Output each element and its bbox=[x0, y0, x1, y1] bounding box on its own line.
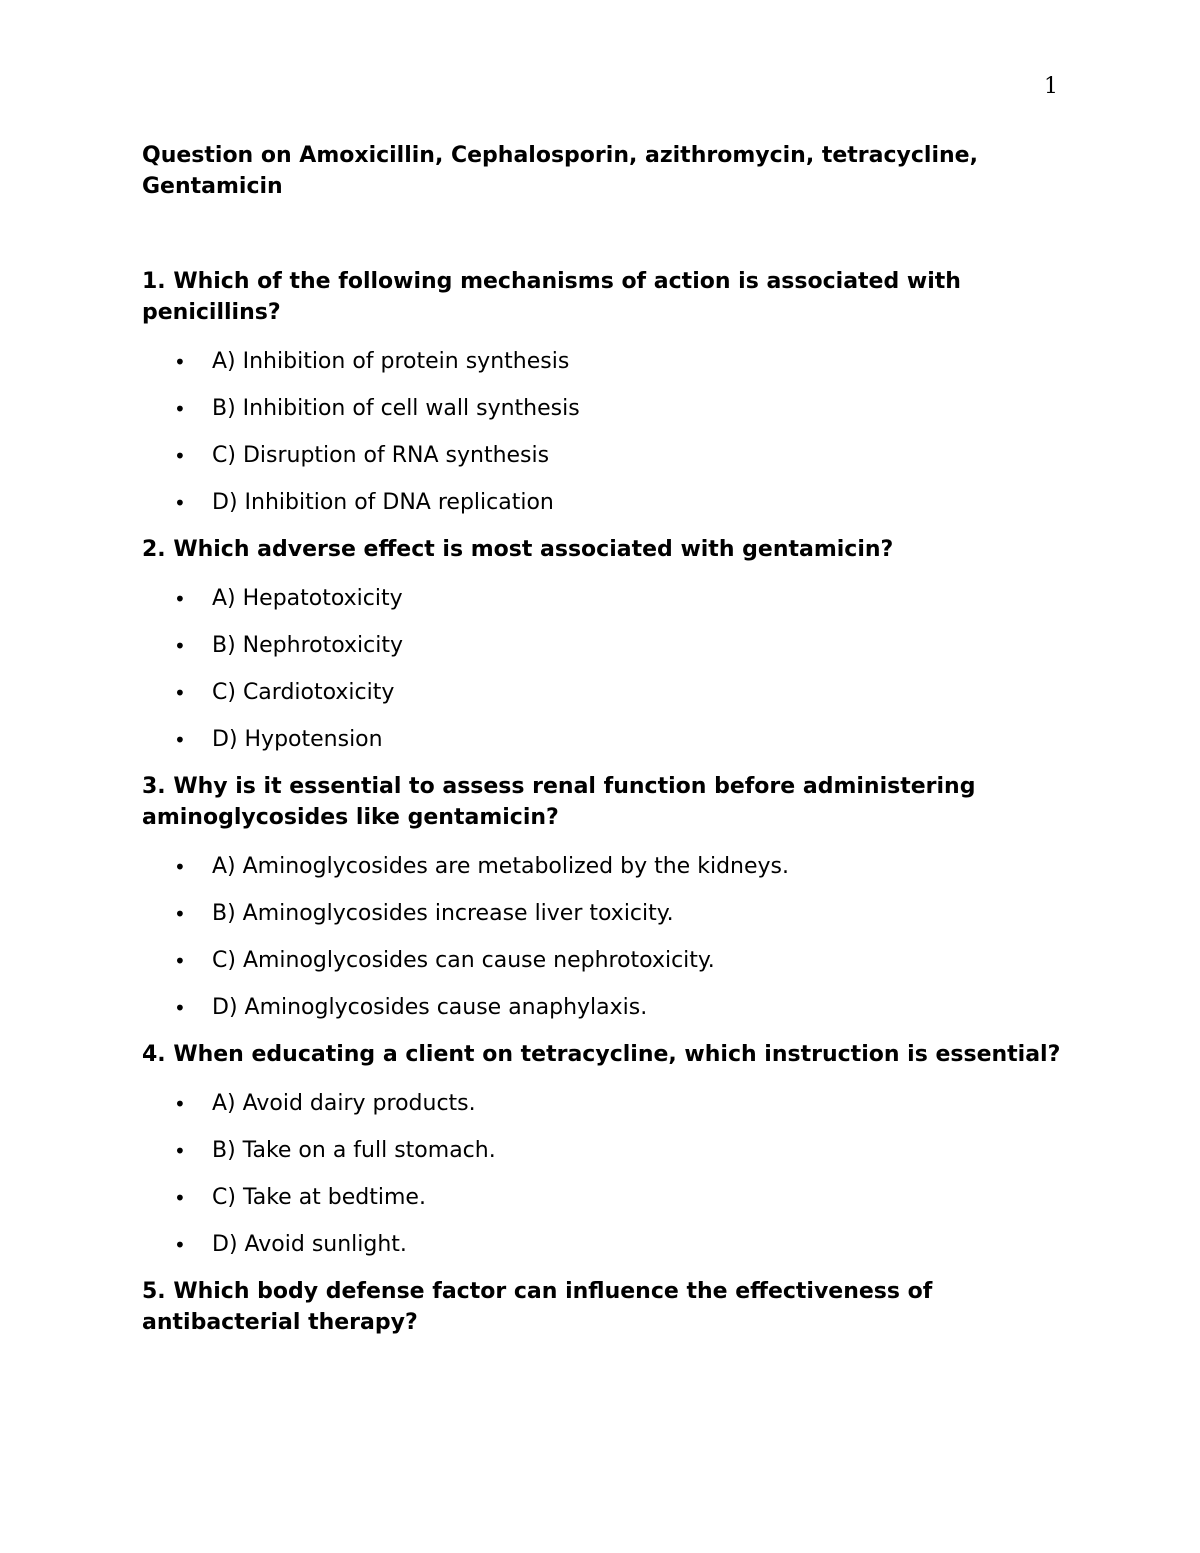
option-item bbox=[142, 727, 1062, 753]
option-item bbox=[142, 995, 1062, 1021]
bullet-icon: • bbox=[174, 1186, 186, 1210]
option-label: A) Inhibition of protein synthesis bbox=[212, 349, 570, 374]
option-label: D) Hypotension bbox=[212, 727, 383, 752]
option-item bbox=[142, 1185, 1062, 1211]
document-body bbox=[142, 140, 1062, 1338]
question-text: 5. Which body defense factor can influence the effectiveness of antibacterial therapy? bbox=[142, 1279, 933, 1335]
option-list bbox=[142, 586, 1062, 753]
question-text: 2. Which adverse effect is most associated with gentamicin? bbox=[142, 537, 894, 562]
option-item bbox=[142, 948, 1062, 974]
option-item bbox=[142, 633, 1062, 659]
bullet-icon: • bbox=[174, 1233, 186, 1257]
question-4 bbox=[142, 1039, 1062, 1258]
option-item bbox=[142, 1091, 1062, 1117]
document-title: Question on Amoxicillin, Cephalosporin, azithromycin, tetracycline, Gentamicin bbox=[142, 143, 978, 199]
bullet-icon: • bbox=[174, 902, 186, 926]
option-label: A) Aminoglycosides are metabolized by the kidneys. bbox=[212, 854, 789, 879]
option-item bbox=[142, 349, 1062, 375]
option-item bbox=[142, 1138, 1062, 1164]
option-item bbox=[142, 396, 1062, 422]
option-item bbox=[142, 854, 1062, 880]
bullet-icon: • bbox=[174, 444, 186, 468]
bullet-icon: • bbox=[174, 1139, 186, 1163]
bullet-icon: • bbox=[174, 1092, 186, 1116]
option-item bbox=[142, 680, 1062, 706]
option-list bbox=[142, 854, 1062, 1021]
question-5 bbox=[142, 1276, 1062, 1338]
option-label: C) Aminoglycosides can cause nephrotoxicity. bbox=[212, 948, 715, 973]
option-label: B) Take on a full stomach. bbox=[212, 1138, 496, 1163]
question-1 bbox=[142, 266, 1062, 516]
question-3 bbox=[142, 771, 1062, 1021]
option-label: A) Hepatotoxicity bbox=[212, 586, 403, 611]
question-2 bbox=[142, 534, 1062, 753]
option-item bbox=[142, 443, 1062, 469]
option-list bbox=[142, 1091, 1062, 1258]
option-label: C) Cardiotoxicity bbox=[212, 680, 395, 705]
bullet-icon: • bbox=[174, 634, 186, 658]
bullet-icon: • bbox=[174, 491, 186, 515]
option-item bbox=[142, 901, 1062, 927]
page-number: 1 bbox=[1044, 74, 1058, 99]
option-label: D) Aminoglycosides cause anaphylaxis. bbox=[212, 995, 648, 1020]
bullet-icon: • bbox=[174, 728, 186, 752]
bullet-icon: • bbox=[174, 949, 186, 973]
bullet-icon: • bbox=[174, 855, 186, 879]
option-item bbox=[142, 1232, 1062, 1258]
bullet-icon: • bbox=[174, 587, 186, 611]
question-text: 3. Why is it essential to assess renal function before administering aminoglycosides like gentamicin? bbox=[142, 774, 976, 830]
option-label: B) Inhibition of cell wall synthesis bbox=[212, 396, 580, 421]
option-label: C) Take at bedtime. bbox=[212, 1185, 426, 1210]
option-label: D) Inhibition of DNA replication bbox=[212, 490, 554, 515]
option-label: B) Aminoglycosides increase liver toxicity. bbox=[212, 901, 674, 926]
option-label: C) Disruption of RNA synthesis bbox=[212, 443, 550, 468]
option-item bbox=[142, 490, 1062, 516]
bullet-icon: • bbox=[174, 397, 186, 421]
option-list bbox=[142, 349, 1062, 516]
option-label: B) Nephrotoxicity bbox=[212, 633, 403, 658]
question-text: 4. When educating a client on tetracycline, which instruction is essential? bbox=[142, 1042, 1061, 1067]
option-label: A) Avoid dairy products. bbox=[212, 1091, 476, 1116]
bullet-icon: • bbox=[174, 681, 186, 705]
option-label: D) Avoid sunlight. bbox=[212, 1232, 407, 1257]
bullet-icon: • bbox=[174, 350, 186, 374]
option-item bbox=[142, 586, 1062, 612]
bullet-icon: • bbox=[174, 996, 186, 1020]
question-text: 1. Which of the following mechanisms of action is associated with penicillins? bbox=[142, 269, 961, 325]
